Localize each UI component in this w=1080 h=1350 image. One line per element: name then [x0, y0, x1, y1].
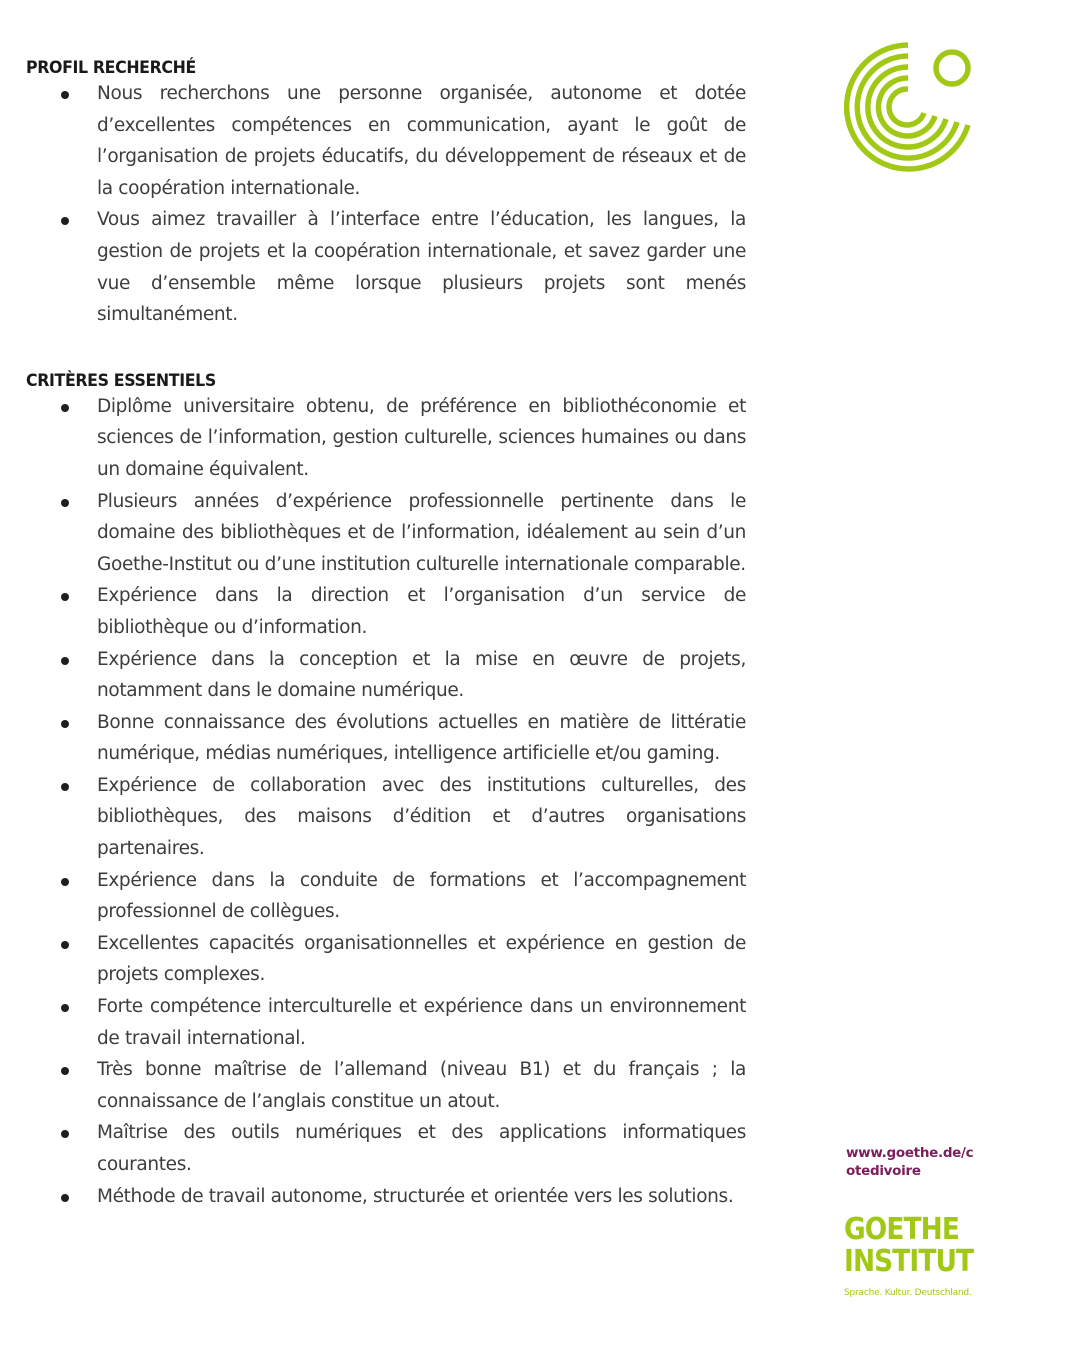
goethe-institut-wordmark	[844, 1214, 984, 1298]
bullet-dot-icon	[61, 404, 69, 412]
bullet-dot-icon	[61, 720, 69, 728]
bullet-dot-icon	[61, 1004, 69, 1012]
list-item-text: Forte compétence interculturelle et expérience dans un environnement de travail international.	[97, 996, 746, 1049]
list-item	[26, 928, 746, 991]
list-item-text: Expérience dans la direction et l’organisation d’un service de bibliothèque ou d’information.	[97, 585, 746, 638]
bullet-dot-icon	[61, 91, 69, 99]
section-criteres	[26, 371, 746, 1212]
bullet-dot-icon	[61, 878, 69, 886]
bullet-list	[26, 78, 746, 331]
list-item	[26, 391, 746, 486]
list-item	[26, 644, 746, 707]
bullet-dot-icon	[61, 941, 69, 949]
list-item	[26, 770, 746, 865]
list-item-text: Maîtrise des outils numériques et des applications informatiques courantes.	[97, 1122, 746, 1175]
list-item-text: Diplôme universitaire obtenu, de préférence en bibliothéconomie et sciences de l’information, gestion culturelle, sciences humaines ou dans un domaine équivalent.	[97, 395, 746, 480]
list-item-text: Expérience de collaboration avec des institutions culturelles, des bibliothèques, des maisons d’édition et d’autres organisations partenaires.	[97, 774, 746, 860]
list-item	[26, 1054, 746, 1117]
brand-tagline: Sprache. Kultur. Deutschland.	[844, 1288, 972, 1298]
list-item-text: Nous recherchons une personne organisée, autonome et dotée d’excellentes compétences en communication, ayant le goût de l’organisation de projets éducatifs, du développement de réseaux et de la coopération internationale.	[97, 83, 746, 199]
bullet-dot-icon	[61, 1194, 69, 1202]
section-heading: PROFIL RECHERCHÉ	[26, 58, 196, 78]
list-item	[26, 1181, 746, 1213]
list-item-text: Méthode de travail autonome, structurée et orientée vers les solutions.	[97, 1185, 734, 1207]
bullet-dot-icon	[61, 1067, 69, 1075]
list-item-text: Expérience dans la conduite de formations et l’accompagnement professionnel de collègues.	[97, 869, 746, 923]
list-item	[26, 204, 746, 330]
list-item-text: Bonne connaissance des évolutions actuelles en matière de littératie numérique, médias numériques, intelligence artificielle et/ou gaming.	[97, 711, 746, 765]
bullet-list	[26, 391, 746, 1212]
list-item-text: Expérience dans la conception et la mise en œuvre de projets, notamment dans le domaine numérique.	[97, 648, 746, 702]
list-item	[26, 707, 746, 770]
list-item-text: Excellentes capacités organisationnelles et expérience en gestion de projets complexes.	[97, 932, 746, 986]
section-heading: CRITÈRES ESSENTIELS	[26, 370, 216, 391]
bullet-dot-icon	[61, 217, 69, 225]
list-item-text: Vous aimez travailler à l’interface entre l’éducation, les langues, la gestion de projets et la coopération internationale, et savez garder une vue d’ensemble même lorsque plusieurs projets sont menés simultanément.	[97, 209, 746, 326]
brand-line-1: GOETHE	[844, 1212, 960, 1247]
website-link[interactable]: www.goethe.de/cotedivoire	[846, 1145, 974, 1179]
goethe-institut-logo-icon	[842, 42, 974, 172]
list-item	[26, 78, 746, 204]
list-item	[26, 486, 746, 581]
bullet-dot-icon	[61, 593, 69, 601]
list-item	[26, 1117, 746, 1180]
bullet-dot-icon	[61, 657, 69, 665]
bullet-dot-icon	[61, 783, 69, 791]
list-item-text: Très bonne maîtrise de l’allemand (niveau B1) et du français ; la connaissance de l’anglais constitue un atout.	[97, 1059, 746, 1112]
section-profil	[26, 58, 746, 331]
bullet-dot-icon	[61, 499, 69, 507]
list-item	[26, 580, 746, 643]
brand-line-2: INSTITUT	[844, 1244, 974, 1279]
bullet-dot-icon	[61, 1130, 69, 1138]
list-item-text: Plusieurs années d’expérience professionnelle pertinente dans le domaine des bibliothèques et de l’information, idéalement au sein d’un Goethe-Institut ou d’une institution culturelle internationale comparable.	[97, 490, 746, 575]
list-item	[26, 991, 746, 1054]
document-body	[26, 58, 746, 1212]
list-item	[26, 865, 746, 928]
